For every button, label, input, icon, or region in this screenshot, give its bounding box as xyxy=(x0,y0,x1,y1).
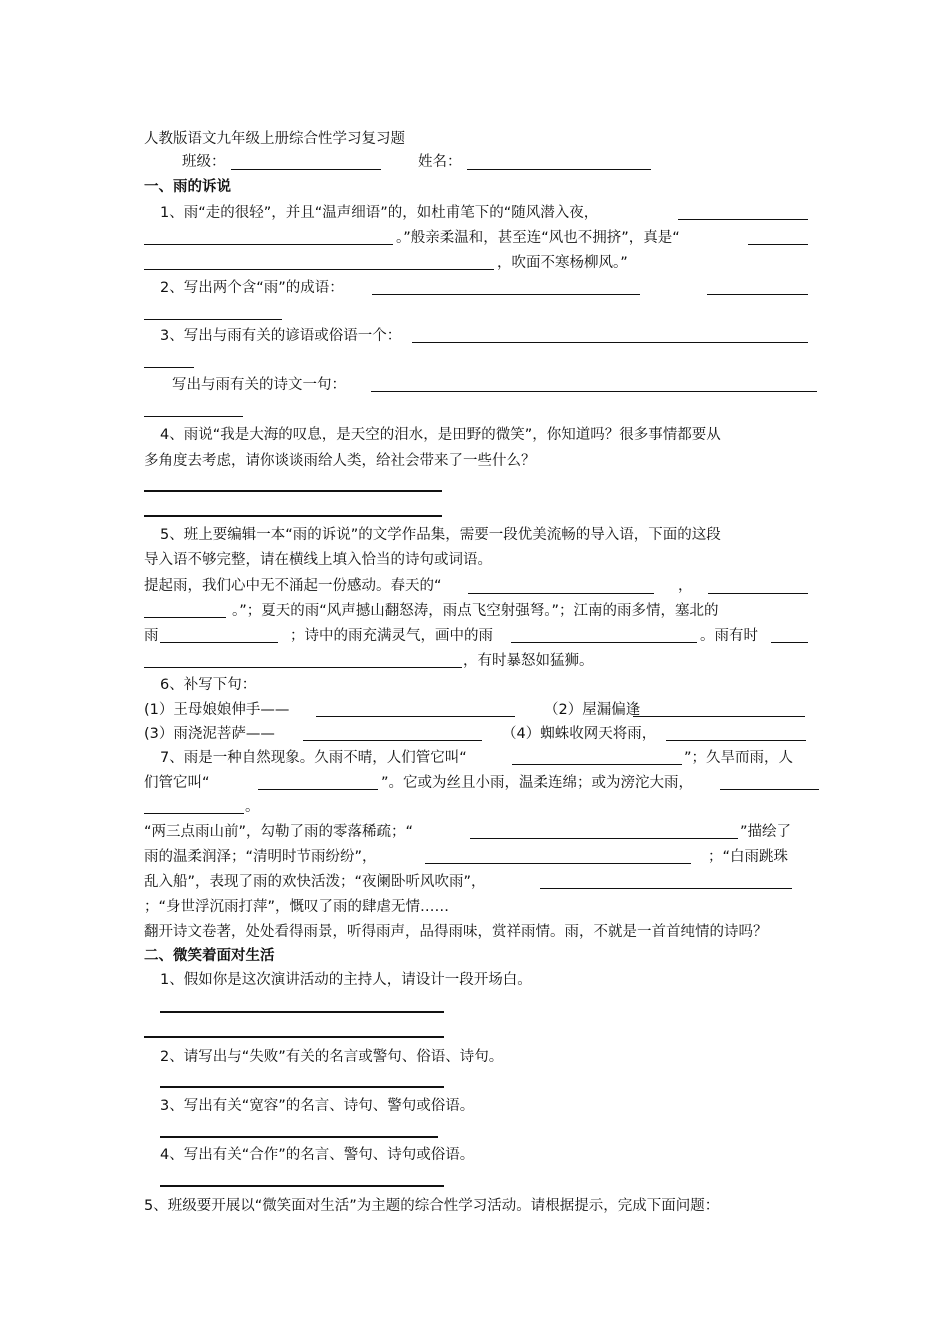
q7-line4: “两三点雨山前”，勾勒了雨的零落稀疏；“ xyxy=(144,824,414,840)
s2-q2-text: 2、请写出与“失败”有关的名言或警句、俗语、诗句。 xyxy=(160,1049,504,1065)
q7-line4-end: ”描绘了 xyxy=(740,824,792,840)
q2-blank-2[interactable] xyxy=(707,294,808,295)
q6-item4: （4）蜘蛛收网天将雨， xyxy=(502,726,657,742)
q4-line1: 4、雨说“我是大海的叹息，是天空的泪水，是田野的微笑”，你知道吗？很多事情都要从 xyxy=(160,427,721,443)
q7-line2-end: ”。它或为丝且小雨，温柔连绵；或为滂沱大雨， xyxy=(381,775,694,791)
q1-line1: 1、雨“走的很轻”，并且“温声细语”的，如杜甫笔下的“随风潜入夜， xyxy=(160,205,599,221)
q7-period: 。 xyxy=(245,799,260,815)
q3-text: 3、写出与雨有关的谚语或俗语一个： xyxy=(160,328,402,344)
q3b-blank-1[interactable] xyxy=(371,391,817,392)
q1-line3: ，吹面不寒杨柳风。” xyxy=(497,255,628,271)
section1-heading: 一、雨的诉说 xyxy=(144,179,231,195)
q5-comma: ， xyxy=(678,578,693,594)
q1-blank-1[interactable] xyxy=(678,219,808,220)
q6-item3: (3）雨浇泥菩萨—— xyxy=(144,726,275,742)
q6-blank-3[interactable] xyxy=(303,740,482,741)
q5-rain: 雨 xyxy=(144,628,159,644)
q5-blank-3[interactable] xyxy=(144,617,226,618)
s2-q2-answer-line[interactable] xyxy=(160,1086,444,1088)
q7-line8: 翻开诗文卷著，处处看得雨景，听得雨声，品得雨味，赏祥雨情。雨，不就是一首首纯情的诗吗？ xyxy=(144,924,768,940)
worksheet-title: 人教版语文九年级上册综合性学习复习题 xyxy=(144,131,405,147)
s2-q1-answer-line-1[interactable] xyxy=(160,1011,444,1013)
class-blank[interactable] xyxy=(231,169,381,170)
q7-line2: 们管它叫“ xyxy=(144,775,210,791)
q7-blank-5[interactable] xyxy=(470,838,738,839)
q4-line2: 多角度去考虑，请你谈谈雨给人类，给社会带来了一些什么？ xyxy=(144,453,536,469)
q7-blank-3[interactable] xyxy=(720,789,819,790)
q6-title: 6、补写下句： xyxy=(160,677,257,693)
q7-line1-end: ”；久旱而雨，人 xyxy=(684,750,794,766)
q7-line7: ；“身世浮沉雨打萍”，慨叹了雨的肆虐无情…… xyxy=(144,899,450,915)
q4-answer-line-2[interactable] xyxy=(144,515,442,517)
q7-blank-4[interactable] xyxy=(144,813,244,814)
s2-q5-text: 5、班级要开展以“微笑面对生活”为主题的综合性学习活动。请根据提示，完成下面问题： xyxy=(144,1198,720,1214)
q5-line1: 5、班上要编辑一本“雨的诉说”的文学作品集，需要一段优美流畅的导入语，下面的这段 xyxy=(160,527,721,543)
q5-line4: 。”；夏天的雨“风声撼山翻怒涛，雨点飞空射强弩。”；江南的雨多情，塞北的 xyxy=(232,603,719,619)
q5-line5: ；诗中的雨充满灵气，画中的雨 xyxy=(290,628,493,644)
section2-heading: 二、微笑着面对生活 xyxy=(144,948,275,964)
q5-blank-4[interactable] xyxy=(160,642,278,643)
q3-blank-2[interactable] xyxy=(144,367,194,368)
s2-q4-text: 4、写出有关“合作”的名言、警句、诗句或俗语。 xyxy=(160,1147,475,1163)
q6-blank-2[interactable] xyxy=(633,716,805,717)
q5-line6: ，有时暴怒如猛狮。 xyxy=(463,653,594,669)
s2-q4-answer-line[interactable] xyxy=(160,1185,444,1187)
q5-blank-1[interactable] xyxy=(468,593,654,594)
q5-line2: 导入语不够完整，请在横线上填入恰当的诗句或词语。 xyxy=(144,552,492,568)
q3b-blank-2[interactable] xyxy=(144,416,243,417)
name-label: 姓名： xyxy=(418,154,462,170)
q5-line5-end: 。雨有时 xyxy=(700,628,758,644)
q3b-text: 写出与雨有关的诗文一句： xyxy=(172,377,346,393)
s2-q1-answer-line-2[interactable] xyxy=(144,1036,444,1038)
q5-line3: 提起雨，我们心中无不涌起一份感动。春天的“ xyxy=(144,578,442,594)
q3-blank-1[interactable] xyxy=(412,342,808,343)
q6-blank-1[interactable] xyxy=(316,716,515,717)
q5-blank-7[interactable] xyxy=(144,667,462,668)
name-blank[interactable] xyxy=(467,169,651,170)
q1-blank-4[interactable] xyxy=(144,269,494,270)
q2-text: 2、写出两个含“雨”的成语： xyxy=(160,280,344,296)
s2-q3-text: 3、写出有关“宽容”的名言、诗句、警句或俗语。 xyxy=(160,1098,475,1114)
class-label: 班级： xyxy=(182,154,226,170)
q7-blank-2[interactable] xyxy=(258,789,378,790)
q7-line6: 乱入船”，表现了雨的欢快活泼；“夜阑卧听风吹雨”， xyxy=(144,874,486,890)
q7-blank-6[interactable] xyxy=(425,863,691,864)
q5-blank-6[interactable] xyxy=(771,642,808,643)
q5-blank-2[interactable] xyxy=(708,593,808,594)
q2-blank-1[interactable] xyxy=(372,294,640,295)
q4-answer-line-1[interactable] xyxy=(144,490,442,492)
q6-blank-4[interactable] xyxy=(666,740,806,741)
q5-blank-5[interactable] xyxy=(511,642,697,643)
q6-item2: （2）屋漏偏逢 xyxy=(544,702,641,718)
q7-line5: 雨的温柔润泽；“清明时节雨纷纷”， xyxy=(144,849,377,865)
q7-line1: 7、雨是一种自然现象。久雨不晴，人们管它叫“ xyxy=(160,750,467,766)
q2-blank-3[interactable] xyxy=(144,319,282,320)
q7-line5-end: ；“白雨跳珠 xyxy=(708,849,789,865)
q1-blank-2[interactable] xyxy=(144,244,393,245)
s2-q3-answer-line[interactable] xyxy=(160,1136,438,1138)
q6-item1: (1）王母娘娘伸手—— xyxy=(144,702,290,718)
q1-line2: 。”般亲柔温和，甚至连“风也不拥挤”，真是“ xyxy=(396,230,680,246)
q1-blank-3[interactable] xyxy=(748,244,808,245)
q7-blank-1[interactable] xyxy=(512,764,682,765)
q7-blank-7[interactable] xyxy=(540,888,792,889)
s2-q1-text: 1、假如你是这次演讲活动的主持人，请设计一段开场白。 xyxy=(160,972,532,988)
